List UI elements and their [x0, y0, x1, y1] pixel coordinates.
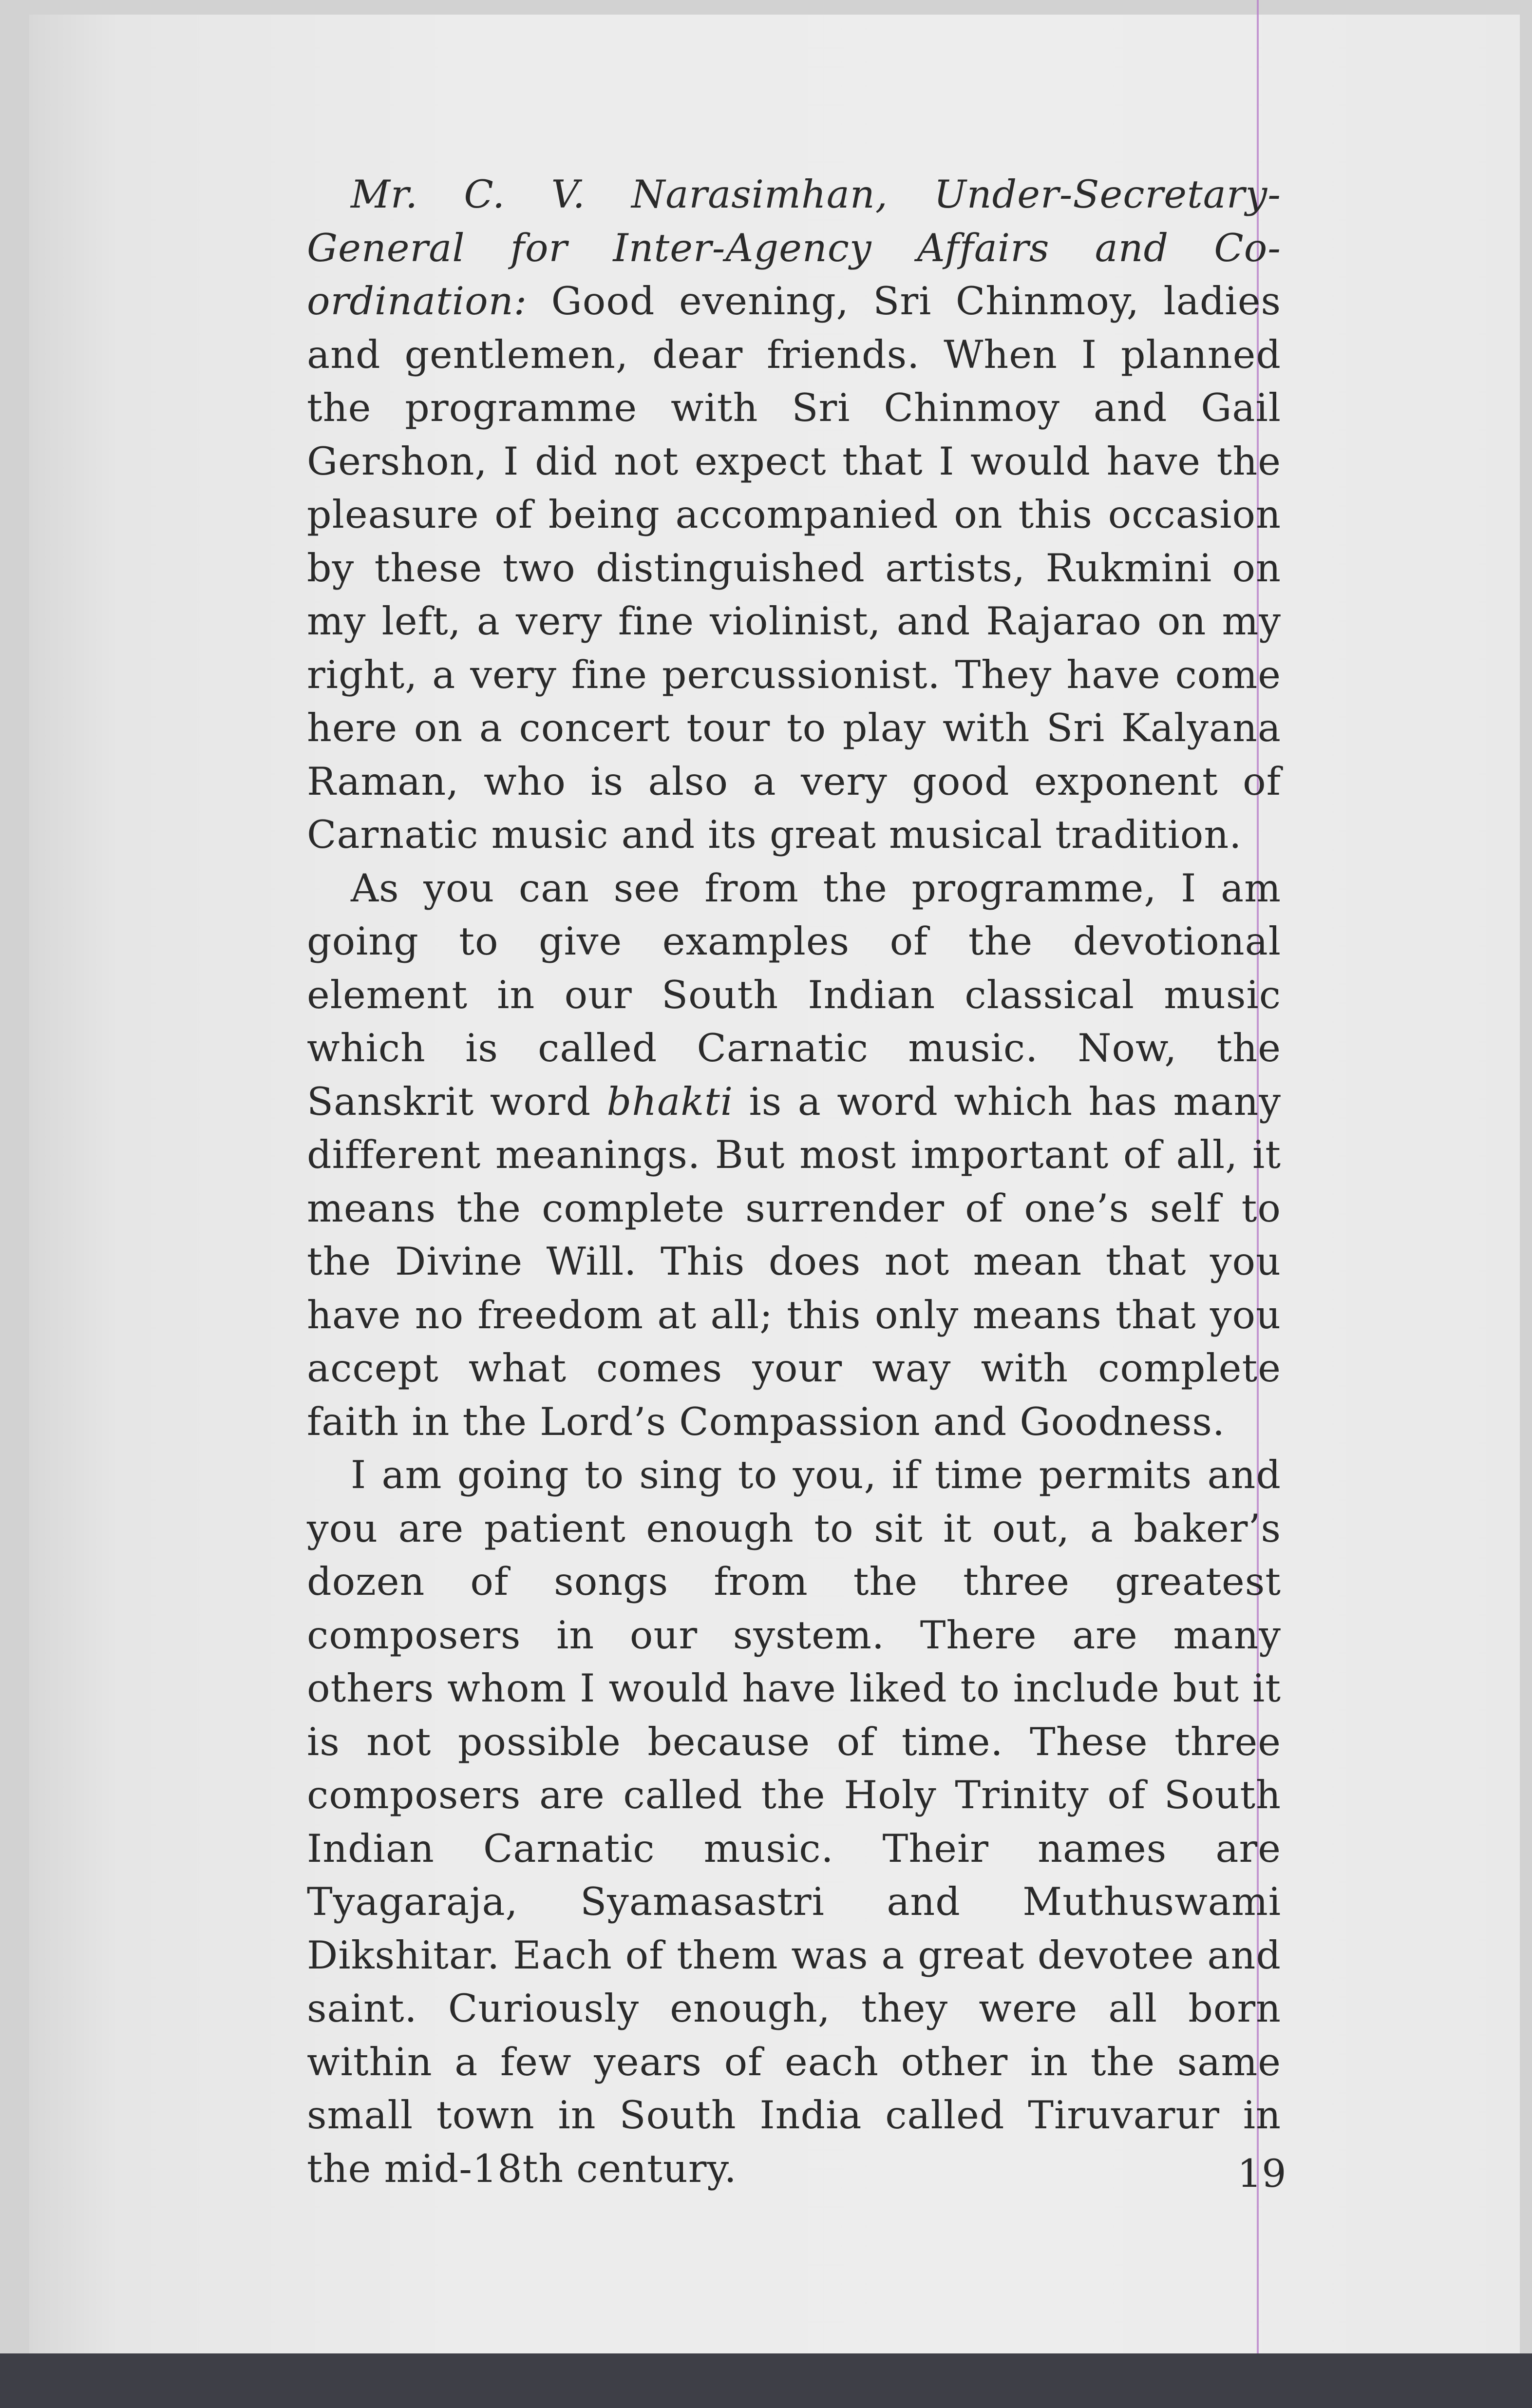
speaker-name: Mr. C. V. Narasimhan, Under-Secretary-General for Inter-Agency Affairs and Co-ordination:: [307, 172, 1281, 324]
page-number: 19: [1237, 2151, 1286, 2196]
paragraph-2: [307, 862, 1281, 1449]
paragraph-2-text-b: is a word which has many different meanings. But most important of all, it means the complete surrender of one’s self to the Divine Will. This does not mean that you have no freedom at all; this only means that you accept what comes your way with complete faith in the Lord’s Compassion and Goodness.: [307, 1079, 1281, 1444]
body-text: [307, 168, 1281, 2196]
paragraph-3-text: I am going to sing to you, if time permits and you are patient enough to sit it out, a baker’s dozen of songs from the three greatest composers in our system. There are many others whom I would have liked to include but it is not possible because of time. These three composers are called the Holy Trinity of South Indian Carnatic music. Their names are Tyagaraja, Syamasastri and Muthuswami Dikshitar. Each of them was a great devotee and saint. Curiously enough, they were all born within a few years of each other in the same small town in South India called Tiruvarur in the mid-18th century.: [307, 1452, 1281, 2191]
paragraph-1: [307, 168, 1281, 862]
sanskrit-term: bhakti: [606, 1079, 734, 1124]
paragraph-1-text: Good evening, Sri Chinmoy, ladies and gentlemen, dear friends. When I planned the programme with Sri Chinmoy and Gail Gershon, I did not expect that I would have the pleasure of being accompanied on this occasion by these two distinguished artists, Rukmini on my left, a very fine violinist, and Rajarao on my right, a very fine percussionist. They have come here on a concert tour to play with Sri Kalyana Raman, who is also a very good exponent of Carnatic music and its great musical tradition.: [307, 279, 1281, 857]
scanner-edge: [0, 2353, 1532, 2408]
paragraph-3: [307, 1449, 1281, 2196]
paragraph-2-text-a: As you can see from the programme, I am going to give examples of the devotional element in our South Indian classical music which is called Carnatic music. Now, the Sanskrit word: [307, 865, 1281, 1124]
